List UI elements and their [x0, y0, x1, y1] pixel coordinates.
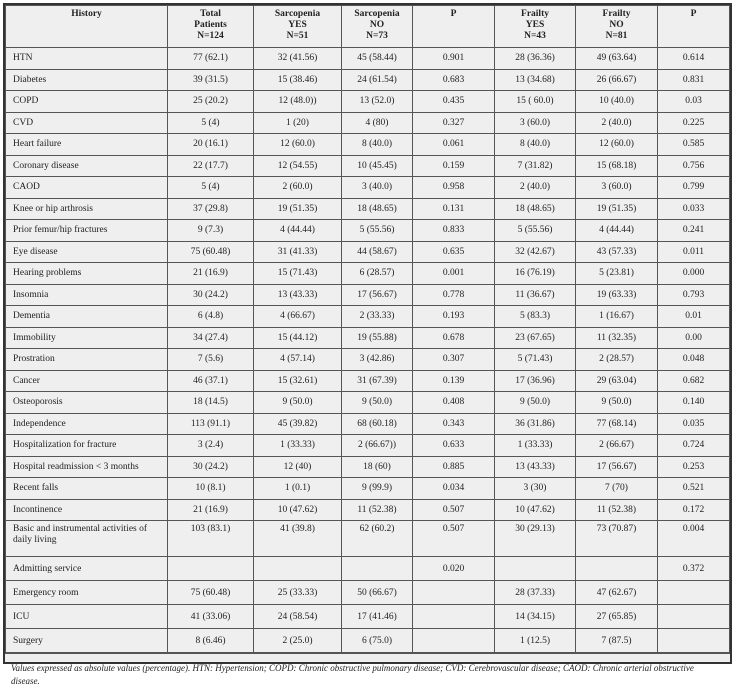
column-header-line: Sarcopenia — [274, 9, 321, 19]
table-cell — [413, 605, 495, 629]
table-cell: 0.724 — [658, 435, 730, 457]
column-header-line: N=81 — [605, 31, 628, 41]
column-header-line: Frailty — [602, 9, 631, 19]
table-cell: 17 (41.46) — [342, 605, 413, 629]
table-row — [6, 112, 730, 134]
table-cell: 0.03 — [658, 91, 730, 113]
row-label: Prostration — [6, 349, 168, 371]
table-cell: 29 (63.04) — [576, 370, 658, 392]
table-row — [6, 478, 730, 500]
table-cell: 39 (31.5) — [168, 69, 254, 91]
table-cell: 2 (33.33) — [342, 306, 413, 328]
header-row — [6, 6, 730, 48]
table-cell — [576, 557, 658, 581]
row-label: Hearing problems — [6, 263, 168, 285]
table-cell: 43 (57.33) — [576, 241, 658, 263]
row-label: Hospital readmission < 3 months — [6, 456, 168, 478]
table-cell: 75 (60.48) — [168, 581, 254, 605]
table-cell: 0.682 — [658, 370, 730, 392]
table-row — [6, 155, 730, 177]
table-cell: 68 (60.18) — [342, 413, 413, 435]
table-cell: 0.011 — [658, 241, 730, 263]
table-row — [6, 69, 730, 91]
table-cell: 0.033 — [658, 198, 730, 220]
column-header-line: Patients — [194, 20, 227, 30]
table-cell: 9 (7.3) — [168, 220, 254, 242]
table-cell: 10 (47.62) — [254, 499, 342, 521]
table-cell: 1 (20) — [254, 112, 342, 134]
table-cell: 34 (27.4) — [168, 327, 254, 349]
table-cell: 1 (0.1) — [254, 478, 342, 500]
table-cell: 15 (38.46) — [254, 69, 342, 91]
table-cell: 11 (52.38) — [342, 499, 413, 521]
column-header-line: Total — [200, 9, 221, 19]
table-cell: 49 (63.64) — [576, 48, 658, 70]
table-cell: 15 (32.61) — [254, 370, 342, 392]
table-cell: 0.000 — [658, 263, 730, 285]
table-cell: 7 (87.5) — [576, 629, 658, 653]
table-cell: 0.372 — [658, 557, 730, 581]
table-cell: 0.139 — [413, 370, 495, 392]
table-cell: 13 (34.68) — [495, 69, 576, 91]
table-cell: 0.159 — [413, 155, 495, 177]
table-cell: 0.035 — [658, 413, 730, 435]
table-cell: 12 (40) — [254, 456, 342, 478]
table-cell: 50 (66.67) — [342, 581, 413, 605]
table-cell: 17 (36.96) — [495, 370, 576, 392]
table-cell: 4 (44.44) — [576, 220, 658, 242]
table-cell: 0.01 — [658, 306, 730, 328]
table-cell: 9 (50.0) — [576, 392, 658, 414]
table-cell: 25 (20.2) — [168, 91, 254, 113]
column-header-line: P — [690, 9, 697, 19]
table-cell: 41 (33.06) — [168, 605, 254, 629]
table-cell: 4 (80) — [342, 112, 413, 134]
table-cell: 30 (29.13) — [495, 521, 576, 557]
column-header-line: N=124 — [197, 31, 224, 41]
table-cell: 0.004 — [658, 521, 730, 557]
column-header-line: N=43 — [524, 31, 546, 41]
table-cell: 9 (50.0) — [254, 392, 342, 414]
table-cell: 37 (29.8) — [168, 198, 254, 220]
column-header-line: Frailty — [521, 9, 549, 19]
table-cell: 11 (32.35) — [576, 327, 658, 349]
table-cell: 113 (91.1) — [168, 413, 254, 435]
table-cell: 19 (63.33) — [576, 284, 658, 306]
table-cell: 15 (71.43) — [254, 263, 342, 285]
column-header — [495, 6, 576, 48]
row-label: Hospitalization for fracture — [6, 435, 168, 457]
row-label: Cancer — [6, 370, 168, 392]
table-cell: 8 (6.46) — [168, 629, 254, 653]
table-cell: 5 (23.81) — [576, 263, 658, 285]
table-cell: 47 (62.67) — [576, 581, 658, 605]
table-row — [6, 435, 730, 457]
table-cell: 16 (76.19) — [495, 263, 576, 285]
table-cell: 7 (5.6) — [168, 349, 254, 371]
row-label: Insomnia — [6, 284, 168, 306]
table-cell: 0.00 — [658, 327, 730, 349]
table-cell — [495, 557, 576, 581]
table-cell — [658, 581, 730, 605]
table-cell: 5 (55.56) — [342, 220, 413, 242]
table-cell: 21 (16.9) — [168, 499, 254, 521]
table-cell: 0.034 — [413, 478, 495, 500]
table-cell: 0.307 — [413, 349, 495, 371]
table-cell: 26 (66.67) — [576, 69, 658, 91]
column-header-line: P — [450, 9, 457, 19]
row-label: Basic and instrumental activities of daily living — [6, 521, 168, 557]
table-cell: 6 (28.57) — [342, 263, 413, 285]
table-row — [6, 327, 730, 349]
column-header — [168, 6, 254, 48]
column-header-line: YES — [525, 20, 545, 30]
table-cell — [658, 605, 730, 629]
table-row — [6, 605, 730, 629]
row-label: Prior femur/hip fractures — [6, 220, 168, 242]
table-cell: 41 (39.8) — [254, 521, 342, 557]
table-cell: 23 (67.65) — [495, 327, 576, 349]
table-cell: 31 (41.33) — [254, 241, 342, 263]
table-cell: 18 (48.65) — [342, 198, 413, 220]
table-cell: 0.756 — [658, 155, 730, 177]
row-label: HTN — [6, 48, 168, 70]
table-cell: 0.799 — [658, 177, 730, 199]
table-cell: 2 (40.0) — [576, 112, 658, 134]
table-cell: 24 (58.54) — [254, 605, 342, 629]
table-cell: 0.521 — [658, 478, 730, 500]
table-cell: 0.020 — [413, 557, 495, 581]
table-cell: 30 (24.2) — [168, 456, 254, 478]
table-cell: 44 (58.67) — [342, 241, 413, 263]
row-label: CVD — [6, 112, 168, 134]
table-cell: 15 (44.12) — [254, 327, 342, 349]
table-cell: 0.140 — [658, 392, 730, 414]
row-label: Eye disease — [6, 241, 168, 263]
table-cell — [658, 629, 730, 653]
table-row — [6, 48, 730, 70]
table-row — [6, 220, 730, 242]
table-cell: 32 (42.67) — [495, 241, 576, 263]
table-cell: 0.633 — [413, 435, 495, 457]
table-cell: 13 (52.0) — [342, 91, 413, 113]
table-cell: 0.614 — [658, 48, 730, 70]
table-cell: 7 (31.82) — [495, 155, 576, 177]
table-cell: 0.048 — [658, 349, 730, 371]
table-cell: 9 (99.9) — [342, 478, 413, 500]
column-header — [576, 6, 658, 48]
table-container — [3, 3, 732, 686]
table-cell: 0.831 — [658, 69, 730, 91]
table-cell: 9 (50.0) — [495, 392, 576, 414]
table-row — [6, 349, 730, 371]
footnote: Values expressed as absolute values (percentage). HTN: Hypertension; COPD: Chronic obstructive pulmonary disease; CVD: Cerebrovascular disease; CAOD: Chronic arterial obstructive disease. — [5, 653, 730, 696]
table-row — [6, 392, 730, 414]
table-cell: 2 (40.0) — [495, 177, 576, 199]
table-cell: 28 (37.33) — [495, 581, 576, 605]
column-header-line: NO — [609, 20, 624, 30]
table-cell: 19 (55.88) — [342, 327, 413, 349]
table-cell — [168, 557, 254, 581]
table-cell: 77 (62.1) — [168, 48, 254, 70]
table-row — [6, 456, 730, 478]
row-label: Recent falls — [6, 478, 168, 500]
column-header-line: N=51 — [286, 31, 309, 41]
table-cell: 6 (4.8) — [168, 306, 254, 328]
table-cell: 1 (33.33) — [254, 435, 342, 457]
table-cell: 77 (68.14) — [576, 413, 658, 435]
table-cell: 0.885 — [413, 456, 495, 478]
table-cell: 0.778 — [413, 284, 495, 306]
table-cell: 4 (57.14) — [254, 349, 342, 371]
table-cell: 0.172 — [658, 499, 730, 521]
table-row — [6, 177, 730, 199]
table-cell: 0.793 — [658, 284, 730, 306]
table-cell: 36 (31.86) — [495, 413, 576, 435]
table-cell: 0.683 — [413, 69, 495, 91]
row-label: CAOD — [6, 177, 168, 199]
table-cell: 9 (50.0) — [342, 392, 413, 414]
table-cell: 2 (66.67) — [576, 435, 658, 457]
table-row — [6, 499, 730, 521]
row-label: Diabetes — [6, 69, 168, 91]
row-label: ICU — [6, 605, 168, 629]
table-cell: 1 (12.5) — [495, 629, 576, 653]
table-cell: 24 (61.54) — [342, 69, 413, 91]
table-cell: 103 (83.1) — [168, 521, 254, 557]
table-cell: 1 (16.67) — [576, 306, 658, 328]
table-cell: 20 (16.1) — [168, 134, 254, 156]
table-cell: 14 (34.15) — [495, 605, 576, 629]
table-cell: 1 (33.33) — [495, 435, 576, 457]
table-row — [6, 91, 730, 113]
table-row — [6, 557, 730, 581]
table-cell: 15 (68.18) — [576, 155, 658, 177]
table-cell: 0.061 — [413, 134, 495, 156]
table-cell: 5 (55.56) — [495, 220, 576, 242]
row-label: Incontinence — [6, 499, 168, 521]
table-cell: 17 (56.67) — [576, 456, 658, 478]
table-cell: 0.958 — [413, 177, 495, 199]
table-cell — [342, 557, 413, 581]
table-cell: 3 (2.4) — [168, 435, 254, 457]
table-cell: 0.001 — [413, 263, 495, 285]
table-cell: 3 (42.86) — [342, 349, 413, 371]
table-row — [6, 413, 730, 435]
table-cell: 12 (60.0) — [576, 134, 658, 156]
table-cell: 0.253 — [658, 456, 730, 478]
table-cell: 10 (47.62) — [495, 499, 576, 521]
table-cell: 22 (17.7) — [168, 155, 254, 177]
row-label: Knee or hip arthrosis — [6, 198, 168, 220]
table-cell: 11 (36.67) — [495, 284, 576, 306]
table-cell: 10 (45.45) — [342, 155, 413, 177]
table-cell: 0.131 — [413, 198, 495, 220]
column-header-line: NO — [369, 20, 385, 30]
table-cell — [413, 581, 495, 605]
table-cell: 0.678 — [413, 327, 495, 349]
table-cell: 25 (33.33) — [254, 581, 342, 605]
row-label: COPD — [6, 91, 168, 113]
table-cell: 6 (75.0) — [342, 629, 413, 653]
column-header-line: YES — [288, 20, 307, 30]
table-cell: 0.507 — [413, 499, 495, 521]
table-cell: 0.435 — [413, 91, 495, 113]
table-cell: 28 (36.36) — [495, 48, 576, 70]
column-header — [658, 6, 730, 48]
table-row — [6, 629, 730, 653]
table-row — [6, 241, 730, 263]
table-cell: 0.585 — [658, 134, 730, 156]
row-label: Coronary disease — [6, 155, 168, 177]
row-label: Surgery — [6, 629, 168, 653]
table-cell: 0.343 — [413, 413, 495, 435]
table-cell: 12 (54.55) — [254, 155, 342, 177]
table-cell: 0.408 — [413, 392, 495, 414]
table-cell: 2 (60.0) — [254, 177, 342, 199]
table-cell: 32 (41.56) — [254, 48, 342, 70]
table-row — [6, 284, 730, 306]
column-header-line: History — [71, 9, 102, 19]
table-cell: 8 (40.0) — [495, 134, 576, 156]
table-cell: 8 (40.0) — [342, 134, 413, 156]
table-cell: 18 (48.65) — [495, 198, 576, 220]
table-cell: 75 (60.48) — [168, 241, 254, 263]
table-cell: 7 (70) — [576, 478, 658, 500]
table-row — [6, 134, 730, 156]
table-cell: 21 (16.9) — [168, 263, 254, 285]
table-cell: 4 (44.44) — [254, 220, 342, 242]
table-cell: 0.241 — [658, 220, 730, 242]
table-row — [6, 198, 730, 220]
column-header — [6, 6, 168, 48]
table-cell: 5 (4) — [168, 112, 254, 134]
table-cell: 0.635 — [413, 241, 495, 263]
table-cell: 10 (8.1) — [168, 478, 254, 500]
table-cell: 0.833 — [413, 220, 495, 242]
table-cell: 73 (70.87) — [576, 521, 658, 557]
table-cell: 18 (60) — [342, 456, 413, 478]
row-label: Admitting service — [6, 557, 168, 581]
table-cell: 3 (60.0) — [576, 177, 658, 199]
table-cell: 3 (60.0) — [495, 112, 576, 134]
table-cell: 18 (14.5) — [168, 392, 254, 414]
table-cell: 0.901 — [413, 48, 495, 70]
row-label: Osteoporosis — [6, 392, 168, 414]
table-cell: 5 (71.43) — [495, 349, 576, 371]
row-label: Dementia — [6, 306, 168, 328]
table-cell: 0.327 — [413, 112, 495, 134]
table-cell: 17 (56.67) — [342, 284, 413, 306]
table-cell: 45 (58.44) — [342, 48, 413, 70]
table-cell: 13 (43.33) — [495, 456, 576, 478]
table-cell: 46 (37.1) — [168, 370, 254, 392]
table-cell: 19 (51.35) — [576, 198, 658, 220]
table-cell: 12 (48.0)) — [254, 91, 342, 113]
table-cell: 2 (66.67)) — [342, 435, 413, 457]
table-cell: 62 (60.2) — [342, 521, 413, 557]
table-cell: 30 (24.2) — [168, 284, 254, 306]
table-cell: 11 (52.38) — [576, 499, 658, 521]
table-cell: 0.225 — [658, 112, 730, 134]
table-cell: 5 (83.3) — [495, 306, 576, 328]
column-header-line: Sarcopenia — [354, 9, 400, 19]
column-header — [342, 6, 413, 48]
column-header — [254, 6, 342, 48]
table-cell: 31 (67.39) — [342, 370, 413, 392]
table-row — [6, 306, 730, 328]
row-label: Emergency room — [6, 581, 168, 605]
table-cell: 4 (66.67) — [254, 306, 342, 328]
table-cell: 10 (40.0) — [576, 91, 658, 113]
table-cell — [413, 629, 495, 653]
column-header-line: N=73 — [366, 31, 388, 41]
table-cell: 3 (40.0) — [342, 177, 413, 199]
table-cell: 45 (39.82) — [254, 413, 342, 435]
table-cell: 2 (28.57) — [576, 349, 658, 371]
table-row — [6, 521, 730, 557]
table-row — [6, 581, 730, 605]
table-cell: 3 (30) — [495, 478, 576, 500]
column-header — [413, 6, 495, 48]
table-cell: 2 (25.0) — [254, 629, 342, 653]
table-cell: 15 ( 60.0) — [495, 91, 576, 113]
table-cell: 0.193 — [413, 306, 495, 328]
table-cell: 13 (43.33) — [254, 284, 342, 306]
table-cell: 19 (51.35) — [254, 198, 342, 220]
table-cell: 5 (4) — [168, 177, 254, 199]
table-row — [6, 263, 730, 285]
table-cell: 27 (65.85) — [576, 605, 658, 629]
table-cell: 0.507 — [413, 521, 495, 557]
table-cell: 12 (60.0) — [254, 134, 342, 156]
table-row — [6, 370, 730, 392]
table-cell — [254, 557, 342, 581]
row-label: Independence — [6, 413, 168, 435]
row-label: Immobility — [6, 327, 168, 349]
row-label: Heart failure — [6, 134, 168, 156]
history-table — [5, 5, 730, 653]
